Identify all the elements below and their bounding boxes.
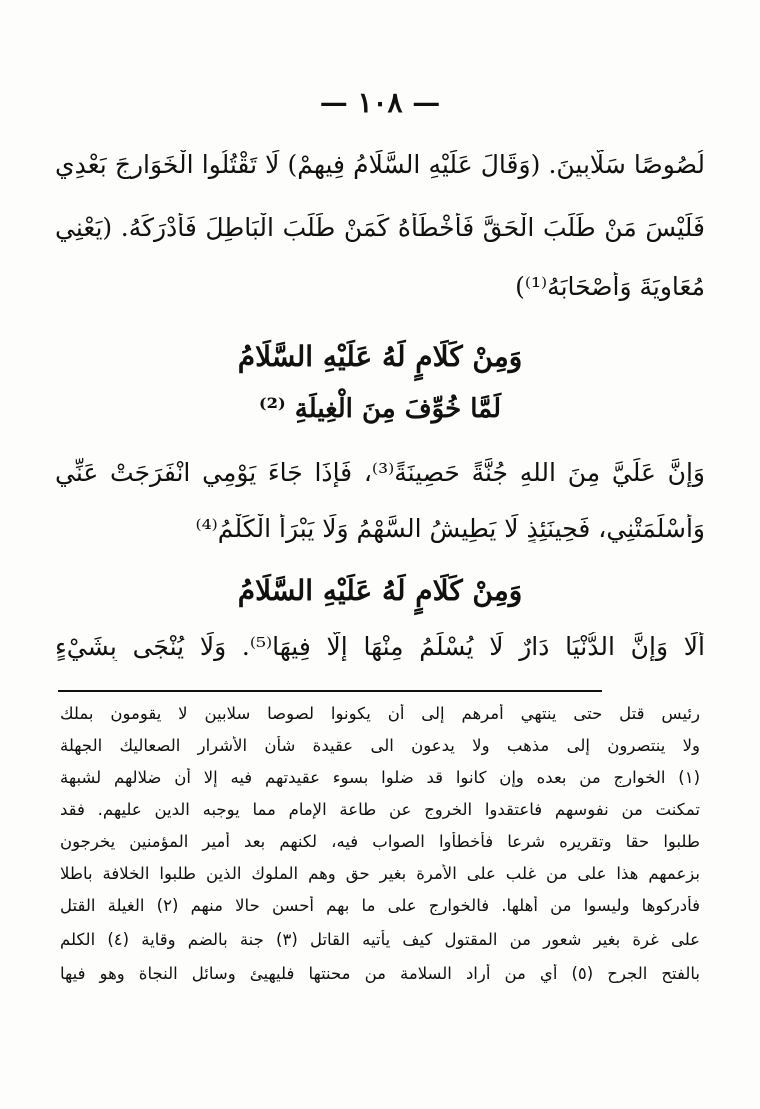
- footnote-line-4: تمكنت من نفوسهم فاعتقدوا الخروج عن طاعة الإمام مما يوجبه الدين عليهم. فقد: [60, 800, 700, 819]
- footnote-line-2: ولا ينتصرون إلى مذهب ولا يدعون الى عقيدة شأن الأشرار الصعاليك الجهلة: [60, 736, 700, 755]
- main-text-line-5: وَأَسْلَمَتْنِي، فَحِينَئِذٍ لَا يَطِيشُ السَّهْمُ وَلَا يَبْرَأُ الْكَلْمُ⁽⁴⁾: [195, 514, 705, 543]
- section-heading-1: وَمِنْ كَلَامٍ لَهُ عَلَيْهِ السَّلَامُ: [237, 340, 523, 373]
- footnote-line-7: فأدركوها وليسوا من أهلها. فالخوارج على ما بهم أحسن حالا منهم (٢) الغيلة القتل: [60, 896, 700, 915]
- footnote-line-5: طلبوا حقا وتقريره شرعا فأخطأوا الصواب فيه، لكنهم بعد أمير المؤمنين يخرجون: [60, 832, 700, 851]
- main-text-line-4: وَإِنَّ عَلَيَّ مِنَ اللهِ جُنَّةً حَصِينَةً⁽³⁾، فَإِذَا جَاءَ يَوْمِي انْفَرَجَتْ عَنِّي: [55, 458, 705, 487]
- footnote-line-9: بالفتح الجرح (٥) أي من أراد السلامة من محنتها فليهيئ وسائل النجاة وهو فيها: [60, 964, 700, 983]
- footnote-line-8: على غرة بغير شعور من المقتول كيف يأتيه القاتل (٣) جنة بالضم وقاية (٤) الكلم: [60, 930, 700, 949]
- footnote-divider: [58, 690, 602, 692]
- main-text-line-1: لُصُوصًا سَلَّابِينَ. (وَقَالَ عَلَيْهِ السَّلَامُ فِيهِمْ) لَا تَقْتُلُوا الْخَوَارِجَ بَعْدِي: [55, 150, 705, 179]
- section-subheading-1: لَمَّا خُوِّفَ مِنَ الْغِيلَةِ ⁽²⁾: [258, 394, 502, 424]
- section-heading-2: وَمِنْ كَلَامٍ لَهُ عَلَيْهِ السَّلَامُ: [237, 574, 523, 607]
- footnote-line-1: رئيس قتل حتى ينتهي أمرهم إلى أن يكونوا لصوصا سلابين لا يقومون بملك: [60, 704, 700, 723]
- footnote-line-6: بزعمهم هذا على من غلب على الأمرة بغير حق وهم الملوك الذين طلبوا الخلافة باطلا: [60, 864, 700, 883]
- main-text-line-6: أَلَا وَإِنَّ الدُّنْيَا دَارٌ لَا يُسْلَمُ مِنْهَا إِلَّا فِيهَا⁽⁵⁾. وَلَا يُنْجَى بِشَيْءٍ: [55, 632, 705, 661]
- footnote-line-3: (١) الخوارج من بعده وإن كانوا قد ضلوا بسوء عقيدتهم فيه إلا أن ضلالهم لشبهة: [60, 768, 700, 787]
- main-text-line-3: مُعَاوِيَةَ وَأَصْحَابَهُ⁽¹⁾): [515, 272, 705, 301]
- main-text-line-2: فَلَيْسَ مَنْ طَلَبَ الْحَقَّ فَأَخْطَأَهُ كَمَنْ طَلَبَ الْبَاطِلَ فَأَدْرَكَهُ. (يَعْنِي: [55, 213, 705, 242]
- page-number: — ١٠٨ —: [319, 86, 441, 119]
